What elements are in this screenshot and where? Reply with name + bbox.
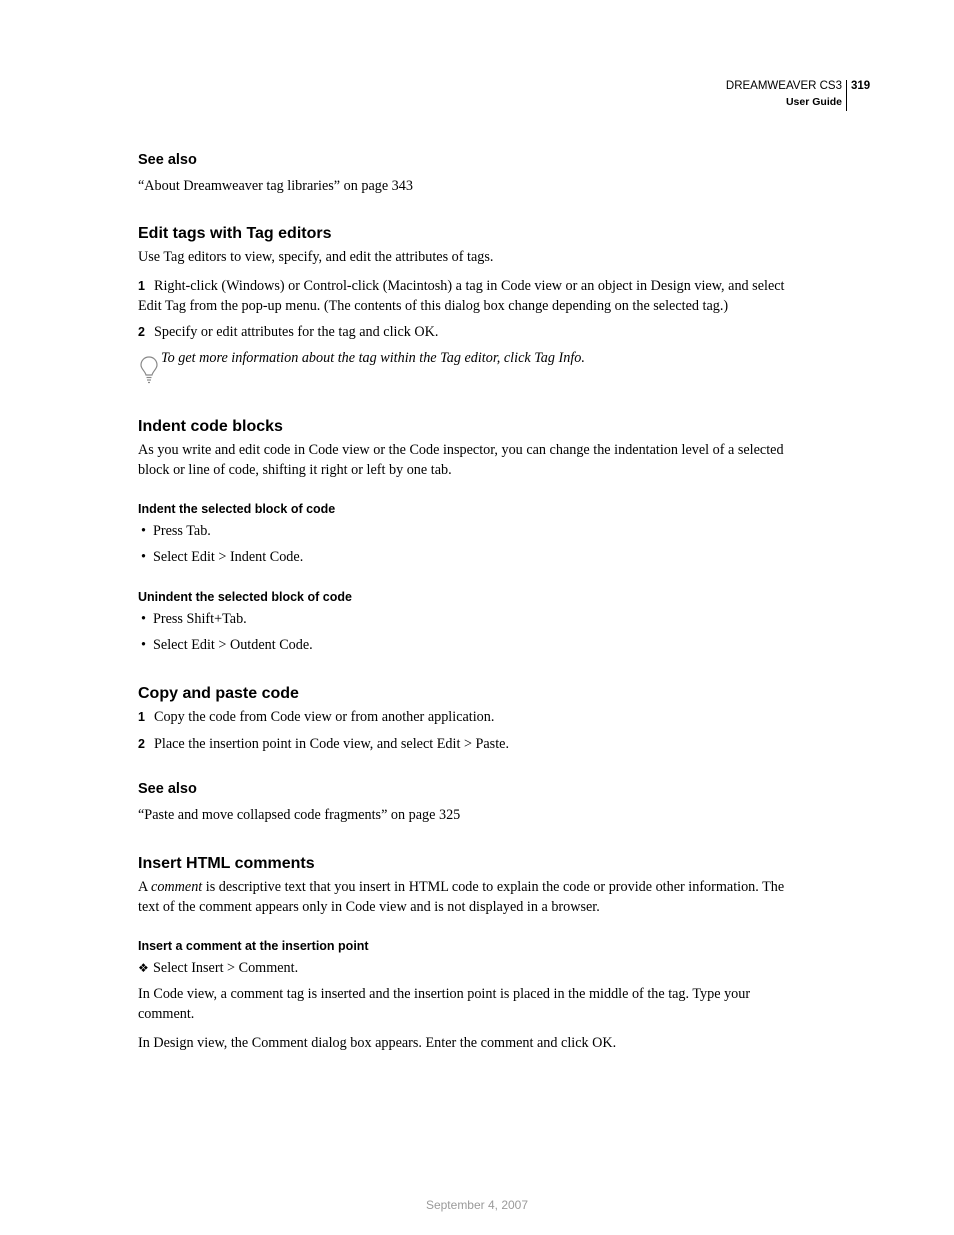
tip-text: To get more information about the tag within the Tag editor, click Tag Info. bbox=[161, 350, 585, 366]
lightbulb-tip-icon bbox=[140, 356, 158, 384]
section-heading-edit-tags: Edit tags with Tag editors bbox=[138, 225, 332, 242]
step-number: 1 bbox=[138, 710, 145, 724]
section-heading-indent: Indent code blocks bbox=[138, 418, 283, 435]
bullet-glyph: • bbox=[141, 549, 146, 565]
edit-tags-intro: Use Tag editors to view, specify, and edit the attributes of tags. bbox=[138, 249, 494, 265]
step-2 bbox=[138, 735, 818, 755]
see-also-heading: See also bbox=[138, 781, 197, 797]
running-header-product: DREAMWEAVER CS3 bbox=[725, 80, 842, 92]
comments-design-view-paragraph: In Design view, the Comment dialog box appears. Enter the comment and click OK. bbox=[138, 1035, 617, 1051]
page-number: 319 bbox=[851, 80, 871, 92]
comments-intro-text: is descriptive text that you insert in HTML code to explain the code or provide other information. The bbox=[202, 879, 785, 895]
bullet-glyph: • bbox=[141, 637, 146, 653]
step-text: Specify or edit attributes for the tag and click OK. bbox=[154, 324, 439, 340]
step-1 bbox=[138, 277, 818, 316]
comments-intro-text: text of the comment appears only in Code view and is not displayed in a browser. bbox=[138, 898, 600, 915]
comments-code-view-paragraph bbox=[138, 985, 818, 1024]
step-number: 1 bbox=[138, 279, 145, 293]
indent-intro-line: As you write and edit code in Code view or the Code inspector, you can change the indentation level of a selected bbox=[138, 442, 784, 458]
step-text: Right-click (Windows) or Control-click (Macintosh) a tag in Code view or an object in Design view, and select bbox=[154, 278, 785, 294]
step-2 bbox=[138, 323, 818, 343]
list-item-text: Select Edit > Indent Code. bbox=[153, 549, 304, 565]
step-text: Copy the code from Code view or from another application. bbox=[154, 709, 495, 725]
see-also-link[interactable]: “About Dreamweaver tag libraries” on page 343 bbox=[138, 178, 413, 194]
list-item bbox=[141, 522, 211, 542]
running-header-guide: User Guide bbox=[785, 96, 842, 108]
indent-intro-line: block or line of code, shifting it right or left by one tab. bbox=[138, 461, 452, 478]
bullet-glyph: • bbox=[141, 523, 146, 539]
diamond-icon: ❖ bbox=[138, 961, 149, 975]
step-text-continued: Edit Tag from the pop-up menu. (The contents of this dialog box change depending on the selected tag.) bbox=[138, 297, 729, 314]
step-number: 2 bbox=[138, 325, 145, 339]
step-1 bbox=[138, 708, 818, 728]
subheading-unindent: Unindent the selected block of code bbox=[138, 590, 352, 604]
header-divider bbox=[846, 80, 847, 111]
comments-intro-text: A bbox=[138, 879, 152, 895]
action-text: Select Insert > Comment. bbox=[153, 960, 299, 976]
section-heading-copy-paste: Copy and paste code bbox=[138, 685, 299, 702]
bullet-glyph: • bbox=[141, 611, 146, 627]
indent-intro bbox=[138, 441, 818, 480]
step-text: Place the insertion point in Code view, and select Edit > Paste. bbox=[154, 736, 509, 752]
step-number: 2 bbox=[138, 737, 145, 751]
footer-date: September 4, 2007 bbox=[425, 1198, 529, 1212]
comments-intro bbox=[138, 878, 818, 917]
comments-intro-emphasis: comment bbox=[151, 879, 203, 895]
subheading-insert-comment: Insert a comment at the insertion point bbox=[138, 939, 369, 953]
action-item bbox=[138, 959, 298, 979]
subheading-indent: Indent the selected block of code bbox=[138, 502, 336, 516]
list-item-text: Select Edit > Outdent Code. bbox=[153, 637, 313, 653]
see-also-link[interactable]: “Paste and move collapsed code fragments” on page 325 bbox=[138, 807, 461, 823]
see-also-heading: See also bbox=[138, 152, 197, 168]
paragraph-line: In Code view, a comment tag is inserted and the insertion point is placed in the middle of the tag. Type your bbox=[138, 986, 751, 1002]
list-item bbox=[141, 636, 313, 656]
paragraph-line: comment. bbox=[138, 1005, 195, 1022]
list-item bbox=[141, 548, 303, 568]
section-heading-comments: Insert HTML comments bbox=[138, 855, 315, 872]
list-item-text: Press Shift+Tab. bbox=[153, 611, 247, 627]
list-item bbox=[141, 610, 247, 630]
list-item-text: Press Tab. bbox=[153, 523, 211, 539]
